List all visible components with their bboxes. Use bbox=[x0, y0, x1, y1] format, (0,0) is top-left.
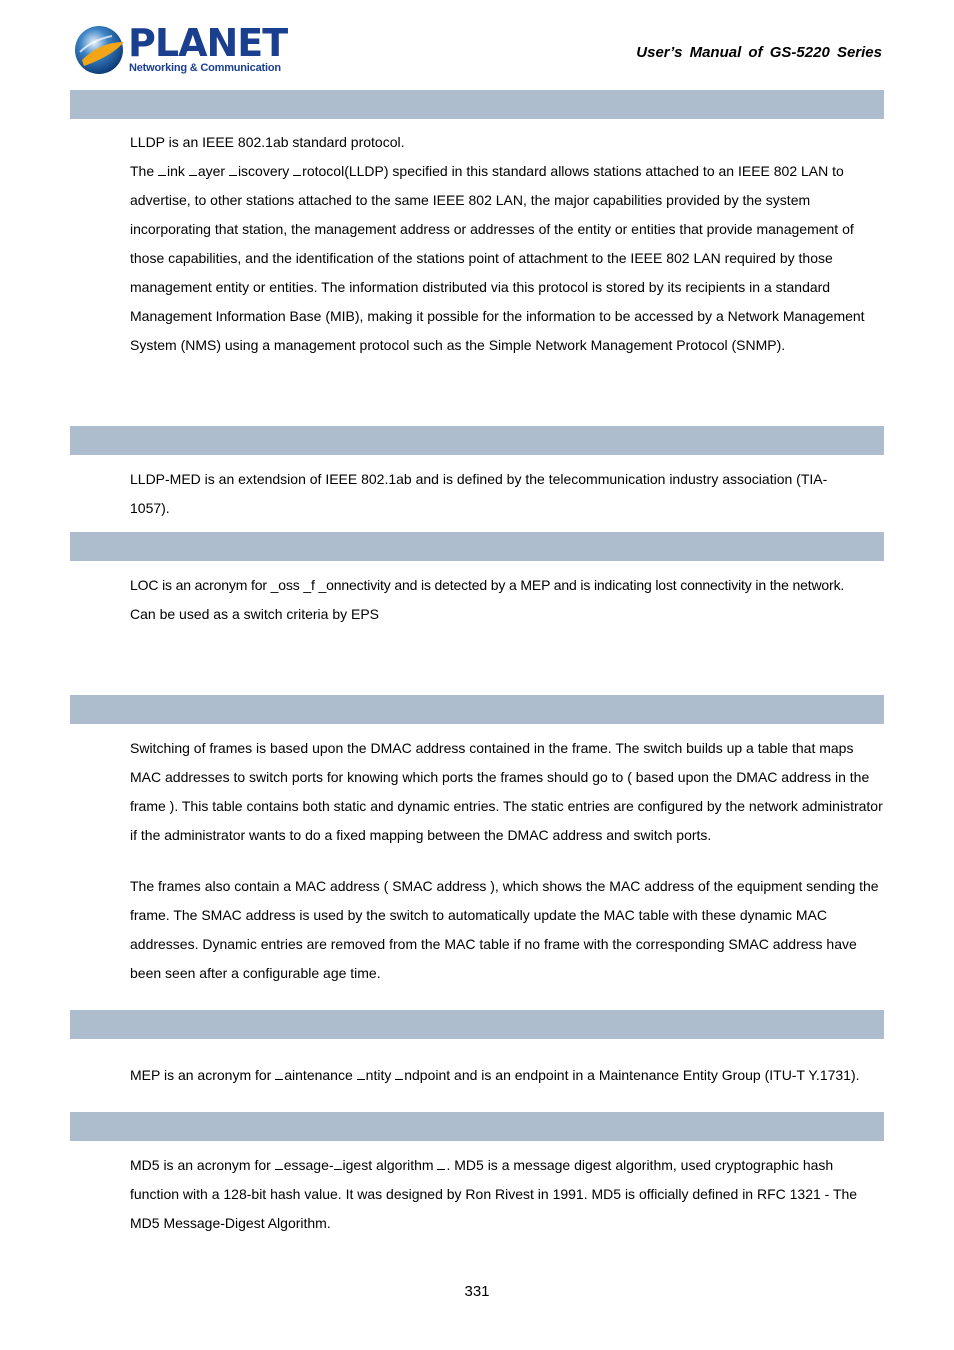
mac-table-text bbox=[130, 734, 885, 988]
loc-description: LOC is an acronym for _oss _f _onnectivity and is detected by a MEP and is indicating lost connectivity in the network. bbox=[130, 577, 845, 593]
underline-blank bbox=[158, 162, 166, 176]
text-run: . MD5 is a message digest algorithm, used cryptographic hash function with a 128-bit hash value. It was designed by Ron Rivest in 1991. MD5 is officially defined in RFC 1321 - The MD5 Message-Digest Algorithm. bbox=[130, 1157, 858, 1231]
mac-table-paragraph-1: Switching of frames is based upon the DMAC address contained in the frame. The switch builds up a table that maps MAC addresses to switch ports for knowing which ports the frames should go to ( based upon the DMAC address in the frame ). This table contains both static and dynamic entries. The static entries are configured by the network administrator if the administrator wants to do a fixed mapping between the DMAC address and switch ports. bbox=[130, 740, 883, 843]
text-run: ayer bbox=[197, 163, 229, 179]
loc-eps-note: Can be used as a switch criteria by EPS bbox=[130, 606, 380, 622]
text-run: The bbox=[130, 163, 159, 179]
lldp-med-description: LLDP-MED is an extendsion of IEEE 802.1ab and is defined by the telecommunication industry association (TIA-1057). bbox=[130, 471, 828, 516]
logo-subtitle: Networking & Communication bbox=[129, 62, 281, 74]
mac-table-paragraph-2: The frames also contain a MAC address ( SMAC address ), which shows the MAC address of the equipment sending the frame. The SMAC address is used by the switch to automatically update the MAC table with these dynamic MAC addresses. Dynamic entries are removed from the MAC table if no frame with the corresponding SMAC address have been seen after a configurable age time. bbox=[130, 878, 879, 981]
lldp-intro: LLDP is an IEEE 802.1ab standard protocol. bbox=[130, 134, 405, 150]
logo-wordmark: PLANET bbox=[128, 21, 288, 65]
mep-description bbox=[130, 1061, 900, 1090]
text-run: aintenance bbox=[284, 1067, 357, 1083]
underline-blank bbox=[275, 1066, 283, 1080]
underline-blank bbox=[275, 1156, 283, 1170]
underline-blank bbox=[229, 162, 237, 176]
lldp-text bbox=[130, 128, 890, 360]
mep-text bbox=[130, 1061, 900, 1090]
text-run: ntity bbox=[365, 1067, 396, 1083]
text-run: ink bbox=[167, 163, 189, 179]
text-run: essage- bbox=[283, 1157, 334, 1173]
section-bar-loc bbox=[70, 532, 884, 561]
text-run: rotocol(LLDP) specified in this standard allows stations attached to an IEEE 802 LAN to advertise, to other stations attached to the same IEEE 802 LAN, the major capabilities provided by the system incorporating that station, the management address or addresses of the entity or entities that provide management of those capabilities, and the identification of the stations point of attachment to the IEEE 802 LAN required by those management entity or entities. The information distributed via this protocol is stored by its recipients in a standard Management Information Base (MIB), making it possible for the information to be accessed by a Network Management System (NMS) using a management protocol such as the Simple Network Management Protocol (SNMP). bbox=[130, 163, 865, 353]
text-run: MD5 is an acronym for bbox=[130, 1157, 275, 1173]
lldp-med-text bbox=[130, 465, 830, 523]
md5-text bbox=[130, 1151, 885, 1238]
section-bar-lldp-med bbox=[70, 426, 884, 455]
underline-blank bbox=[357, 1066, 365, 1080]
text-run: MEP is an acronym for bbox=[130, 1067, 276, 1083]
manual-title: User’s Manual of GS-5220 Series bbox=[636, 44, 882, 61]
text-run: igest algorithm bbox=[342, 1157, 438, 1173]
underline-blank bbox=[334, 1156, 342, 1170]
page-number: 331 bbox=[464, 1283, 490, 1300]
lldp-description bbox=[130, 157, 890, 360]
section-bar-lldp bbox=[70, 90, 884, 119]
md5-description bbox=[130, 1151, 885, 1238]
text-run: iscovery bbox=[237, 163, 294, 179]
underline-blank bbox=[293, 162, 301, 176]
loc-text bbox=[130, 571, 910, 629]
section-bar-mep bbox=[70, 1010, 884, 1039]
section-bar-mac-table bbox=[70, 695, 884, 724]
underline-blank bbox=[395, 1066, 403, 1080]
underline-blank bbox=[189, 162, 197, 176]
text-run: ndpoint and is an endpoint in a Maintenance Entity Group (ITU-T Y.1731). bbox=[404, 1067, 860, 1083]
section-bar-md5 bbox=[70, 1112, 884, 1141]
underline-blank bbox=[437, 1156, 445, 1170]
planet-logo-globe-icon bbox=[72, 22, 128, 78]
